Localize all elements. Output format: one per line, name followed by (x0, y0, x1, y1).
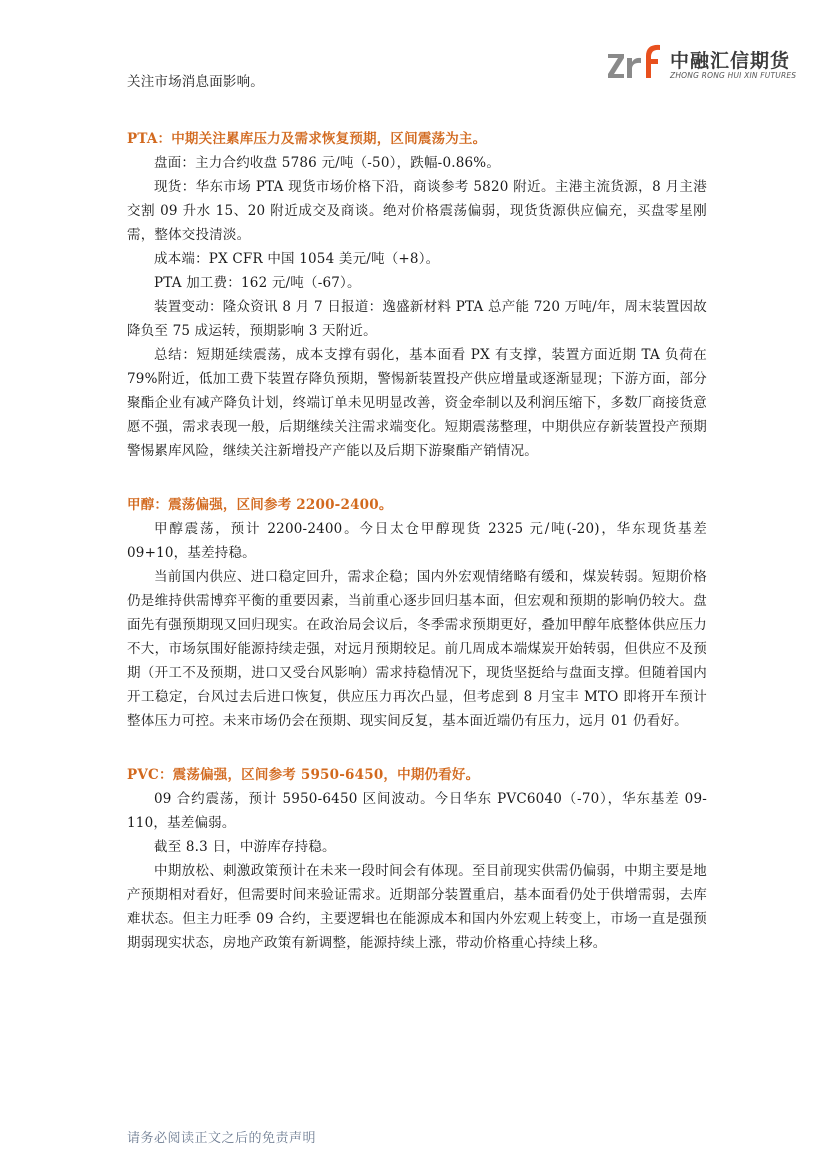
paragraph: 成本端：PX CFR 中国 1054 美元/吨（+8）。 (154, 251, 440, 267)
paragraph: 09 合约震荡，预计 5950-6450 区间波动。今日华东 PVC6040（-70），华东基差 09-110，基差偏弱。 (127, 791, 707, 831)
logo-chinese-name: 中融汇信期货 (670, 50, 791, 72)
report-body (127, 70, 707, 955)
paragraph: PTA 加工费：162 元/吨（-67）。 (154, 275, 361, 291)
section-heading: PTA：中期关注累库压力及需求恢复预期，区间震荡为主。 (127, 131, 487, 147)
paragraph: 现货：华东市场 PTA 现货市场价格下沿，商谈参考 5820 附近。主港主流货源，8 月主港交割 09 升水 15、20 附近成交及商谈。绝对价格震荡偏弱，现货货源供应偏充，买盘零星刚需，整体交投清淡。 (127, 179, 707, 243)
section-methanol (127, 493, 707, 733)
disclaimer-footer: 请务必阅读正文之后的免责声明 (127, 1131, 317, 1146)
section-pvc (127, 763, 707, 955)
spacer (127, 733, 707, 763)
paragraph: 甲醇震荡，预计 2200-2400。今日太仓甲醇现货 2325 元/吨(-20)，华东现货基差 09+10，基差持稳。 (127, 521, 707, 561)
section-heading: 甲醇：震荡偏强，区间参考 2200-2400。 (127, 497, 393, 513)
spacer (127, 94, 707, 127)
paragraph: 盘面：主力合约收盘 5786 元/吨（-50），跌幅-0.86%。 (154, 155, 501, 171)
intro-line: 关注市场消息面影响。 (127, 74, 264, 90)
paragraph: 中期放松、刺激政策预计在未来一段时间会有体现。至目前现实供需仍偏弱，中期主要是地产预期相对看好，但需要时间来验证需求。近期部分装置重启，基本面看仍处于供增需弱，去库难状态。但主力旺季 09 合约，主要逻辑也在能源成本和国内外宏观上转变上，市场一直是强预期弱现实状态，房地产政策有新调整，能源持续上涨，带动价格重心持续上移。 (127, 863, 707, 951)
paragraph: 装置变动：隆众资讯 8 月 7 日报道：逸盛新材料 PTA 总产能 720 万吨/年，周末装置因故降负至 75 成运转，预期影响 3 天附近。 (127, 299, 707, 339)
paragraph: 当前国内供应、进口稳定回升，需求企稳；国内外宏观情绪略有缓和，煤炭转弱。短期价格仍是维持供需博弈平衡的重要因素，当前重心逐步回归基本面，但宏观和预期的影响仍较大。盘面先有强预期现又回归现实。在政治局会议后，冬季需求预期更好，叠加甲醇年底整体供应压力不大，市场氛围好能源持续走强，对远月预期较足。前几周成本端煤炭开始转弱，但供应不及预期（开工不及预期，进口又受台风影响）需求持稳情况下，现货坚挺给与盘面支撑。但随着国内开工稳定，台风过去后进口恢复，供应压力再次凸显，但考虑到 8 月宝丰 MTO 即将开车预计整体压力可控。未来市场仍会在预期、现实间反复，基本面近端仍有压力，远月 01 仍看好。 (127, 569, 707, 729)
section-pta (127, 127, 707, 463)
section-heading: PVC：震荡偏强，区间参考 5950-6450，中期仍看好。 (127, 767, 480, 783)
logo-english-name: ZHONG RONG HUI XIN FUTURES (670, 71, 797, 80)
spacer (127, 463, 707, 493)
paragraph: 总结：短期延续震荡，成本支撑有弱化，基本面看 PX 有支撑，装置方面近期 TA 负荷在 79%附近，低加工费下装置存降负预期，警惕新装置投产供应增量或逐渐显现；下游方面，部分聚酯企业有减产降负计划，终端订单未见明显改善，资金牵制以及利润压缩下，多数厂商接货意愿不强，需求表现一般，后期继续关注需求端变化。短期震荡整理，中期供应存新装置投产预期警惕累库风险，继续关注新增投产产能以及后期下游聚酯产销情况。 (127, 347, 707, 459)
paragraph: 截至 8.3 日，中游库存持稳。 (154, 839, 336, 855)
